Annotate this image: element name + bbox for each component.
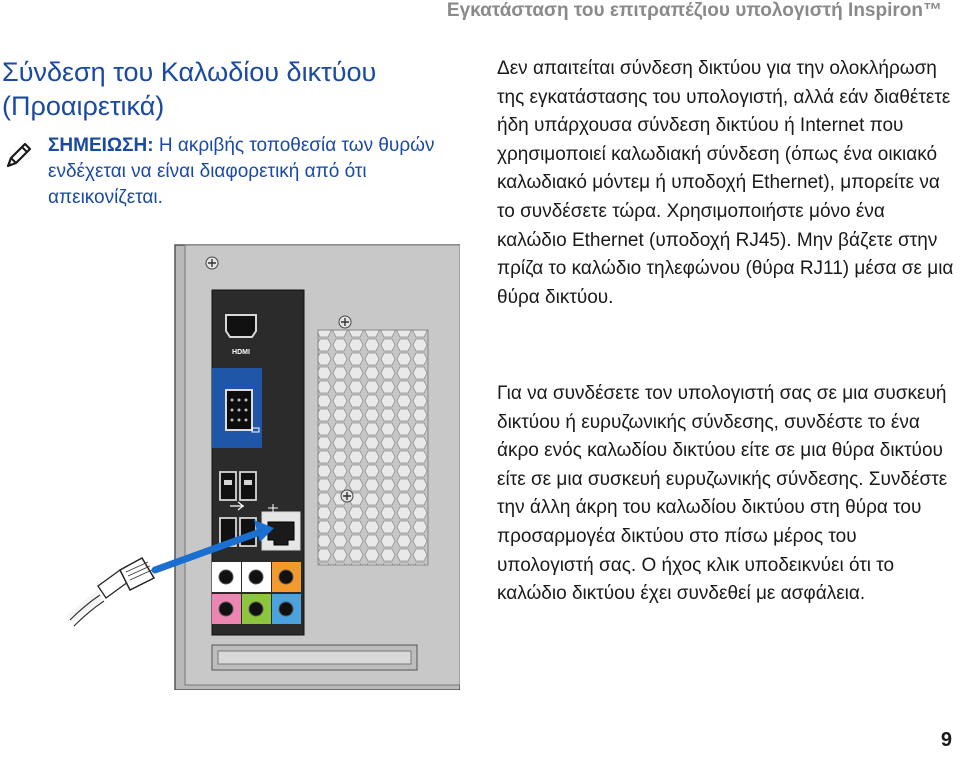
paragraph-connect-instructions: Για να συνδέσετε τον υπολογιστή σας σε μια συσκευή δικτύου ή ευρυζωνικής σύνδεσης, συνδέστε το ένα άκρο ενός καλωδίου δικτύου είτε σε μια θύρα δικτύου είτε σε μια συσκευή ευρυζωνικής σύνδεσης. Συνδέστε την άλλη άκρη του καλωδίου δικτύου στη θύρα του προσαρμογέα δικτύου στο πίσω μέρος του υπολογιστή σας. Ο ήχος κλικ υποδεικνύει ότι το καλώδιο δικτύου έχει συνδεθεί με ασφάλεια. [497, 383, 948, 605]
note [48, 133, 463, 211]
section-title: Σύνδεση του Καλωδίου δικτύου (Προαιρετικά) [2, 57, 377, 121]
screw-icon [341, 490, 353, 502]
hdmi-port-icon [226, 315, 256, 337]
rear-panel-illustration [60, 240, 460, 690]
screw-icon [339, 316, 351, 328]
page-number: 9 [940, 729, 952, 751]
vga-port-icon [226, 390, 252, 430]
page-header: Εγκατάσταση του επιτραπέζιου υπολογιστή Inspiron™ [446, 0, 942, 21]
note-pencil-icon [4, 140, 34, 170]
hdmi-label: HDMI [232, 349, 250, 356]
note-label: ΣΗΜΕΙΩΣΗ: [48, 135, 154, 156]
screw-icon [206, 257, 218, 269]
ethernet-cable-icon [70, 558, 154, 626]
vent-grille [318, 330, 428, 565]
note-text: Η ακριβής τοποθεσία των θυρών ενδέχεται να είναι διαφορετική από ότι απεικονίζεται. [48, 135, 435, 208]
paragraph-network-requirement: Δεν απαιτείται σύνδεση δικτύου για την ολοκλήρωση της εγκατάστασης του υπολογιστή, αλλά εάν διαθέτετε ήδη υπάρχουσα σύνδεση δικτύου ή Internet που χρησιμοποιεί καλωδιακή σύνδεση (όπως ένα οικιακό καλωδιακό μόντεμ ή υποδοχή Ethernet), μπορείτε να το συνδέσετε τώρα. Χρησιμοποιήστε μόνο ένα καλώδιο Ethernet (υποδοχή RJ45). Μην βάζετε στην πρίζα το καλώδιο τηλεφώνου (θύρα RJ11) μέσα σε μια θύρα δικτύου. [497, 58, 954, 308]
